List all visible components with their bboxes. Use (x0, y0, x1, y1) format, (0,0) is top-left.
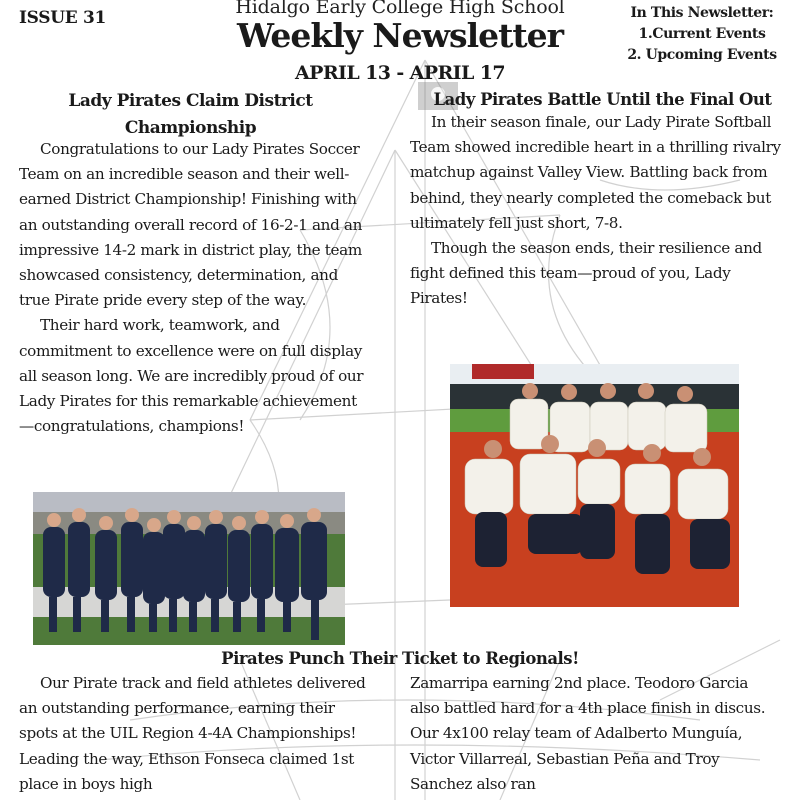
paragraph: Our Pirate track and field athletes delivered an outstanding performance, earning their spots at the UIL Region 4-4A Championships! Leading the way, Ethson Fonseca claimed 1st place in boys high (19, 674, 366, 793)
article-headline-track: Pirates Punch Their Ticket to Regionals! (221, 649, 579, 668)
school-name: Hidalgo Early College High School (235, 0, 565, 18)
toc-title: In This Newsletter: (630, 5, 774, 21)
article-body-soccer (19, 137, 371, 439)
table-of-contents (612, 3, 792, 66)
article-body-softball (410, 110, 782, 312)
paragraph: In their season finale, our Lady Pirate Softball Team showed incredible heart in a thrilling rivalry matchup against Valley View. Battling back from behind, they nearly completed the comeback but ultimately fell just short, 7-8. (410, 113, 781, 232)
toc-item-upcoming-events[interactable]: 2. Upcoming Events (627, 47, 777, 63)
paragraph: Congratulations to our Lady Pirates Soccer Team on an incredible season and their well-earned District Championship! Finishing with an outstanding overall record of 16-2-1 and an impressive 14-2 mark in district play, the team showcased consistency, determination, and true Pirate pride every step of the way. (19, 140, 363, 310)
paragraph: Zamarripa earning 2nd place. Teodoro Garcia also battled hard for a 4th place finish in discus. Our 4x100 relay team of Adalberto Munguía, Victor Villarreal, Sebastian Peña and Troy Sanchez also ran (410, 674, 766, 793)
soccer-team-photo (33, 492, 345, 645)
issue-number: ISSUE 31 (19, 8, 107, 28)
article-headline-softball: Lady Pirates Battle Until the Final Out (433, 90, 772, 109)
newsletter-title: Weekly Newsletter (237, 16, 563, 55)
paragraph: Their hard work, teamwork, and commitment to excellence were on full display all season long. We are incredibly proud of our Lady Pirates for this remarkable achievement—congratulations, champions! (19, 316, 364, 436)
article-headline-soccer: Lady Pirates Claim District Championship (68, 91, 313, 138)
article-body-track-left (19, 671, 374, 797)
softball-team-photo (450, 364, 739, 607)
toc-item-current-events[interactable]: 1.Current Events (638, 26, 766, 42)
date-range: APRIL 13 - APRIL 17 (295, 62, 505, 84)
paragraph: Though the season ends, their resilience and fight defined this team—proud of you, Lady Pirates! (410, 239, 762, 308)
article-body-track-right (410, 671, 782, 797)
